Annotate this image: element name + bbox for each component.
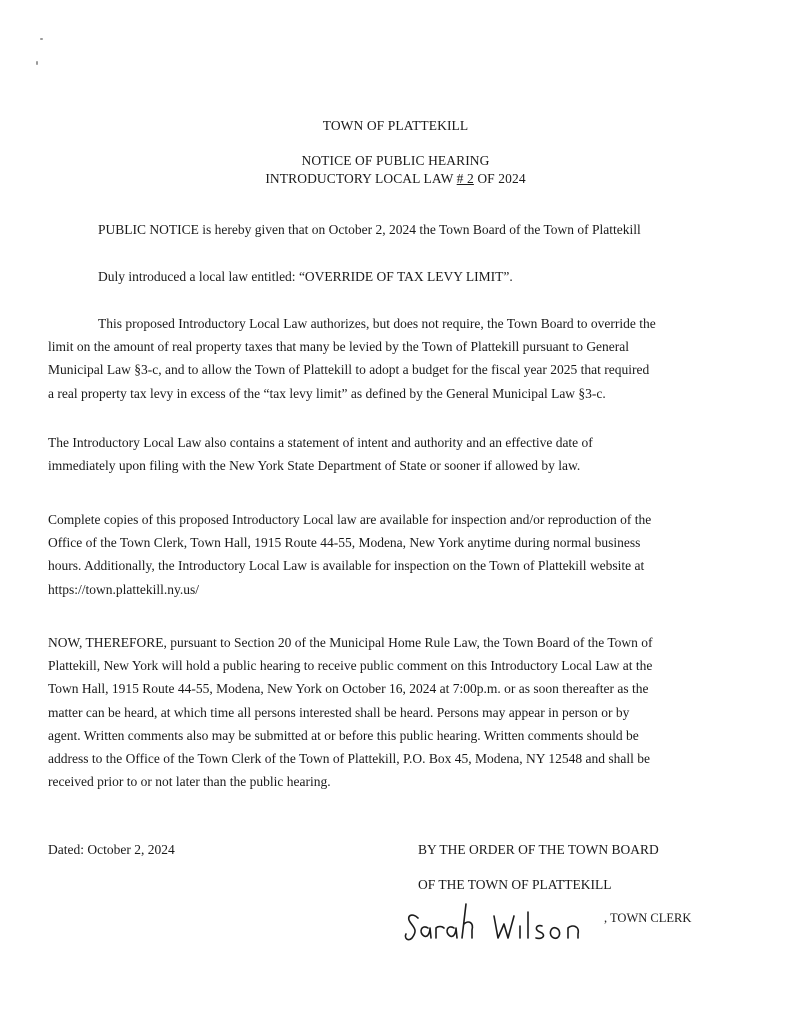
paragraph-line: Plattekill, New York will hold a public hearing to receive public comment on this Introductory Local Law at the (48, 658, 653, 674)
scan-speck (40, 38, 43, 40)
law-suffix: OF 2024 (473, 171, 526, 186)
paragraph-line: NOW, THEREFORE, pursuant to Section 20 of the Municipal Home Rule Law, the Town Board of the Town of (48, 635, 653, 650)
paragraph-line: address to the Office of the Town Clerk of the Town of Plattekill, P.O. Box 45, Modena, NY 12548 and shall be (48, 751, 651, 767)
paragraph-effective-date (48, 431, 748, 477)
order-line-1: BY THE ORDER OF THE TOWN BOARD (418, 842, 659, 857)
paragraph-line: PUBLIC NOTICE is hereby given that on October 2, 2024 the Town Board of the Town of Plattekill (98, 222, 641, 237)
town-heading: TOWN OF PLATTEKILL (322, 118, 469, 133)
order-line-2: OF THE TOWN OF PLATTEKILL (418, 877, 612, 892)
paragraph-line: a real property tax levy in excess of the “tax levy limit” as defined by the General Municipal Law §3-c. (48, 385, 606, 401)
paragraph-line: agent. Written comments also may be submitted at or before this public hearing. Written comments should be (48, 727, 639, 743)
paragraph-line: Office of the Town Clerk, Town Hall, 1915 Route 44-55, Modena, New York anytime during normal business (48, 535, 641, 551)
paragraph-public-notice (48, 218, 748, 241)
law-prefix: INTRODUCTORY LOCAL LAW (265, 171, 457, 186)
notice-heading: NOTICE OF PUBLIC HEARING (301, 153, 490, 168)
paragraph-local-law-title (48, 265, 748, 288)
paragraph-law-purpose (48, 312, 748, 405)
paragraph-line: immediately upon filing with the New York State Department of State or sooner if allowed by law. (48, 458, 581, 474)
paragraph-line: Town Hall, 1915 Route 44-55, Modena, New York on October 16, 2024 at 7:00p.m. or as soon thereafter as the (48, 681, 649, 697)
paragraph-line: Complete copies of this proposed Introductory Local law are available for inspection and/or reproduction of the (48, 512, 652, 527)
paragraph-line: The Introductory Local Law also contains a statement of intent and authority and an effective date of (48, 435, 593, 450)
paragraph-hearing-details (48, 631, 748, 793)
town-clerk-title: , TOWN CLERK (604, 911, 692, 925)
paragraph-line: Duly introduced a local law entitled: “OVERRIDE OF TAX LEVY LIMIT”. (98, 269, 513, 284)
paragraph-line: hours. Additionally, the Introductory Local Law is available for inspection on the Town of Plattekill website at (48, 558, 645, 574)
paragraph-line: This proposed Introductory Local Law authorizes, but does not require, the Town Board to override the (98, 316, 656, 331)
law-heading (0, 171, 791, 187)
paragraph-line: received prior to or not later than the public hearing. (48, 774, 331, 790)
clerk-signature (404, 898, 594, 946)
paragraph-line: limit on the amount of real property taxes that many be levied by the Town of Plattekill pursuant to General (48, 339, 630, 355)
law-number: # 2 (456, 171, 474, 186)
scan-speck (36, 61, 38, 65)
paragraph-line: Municipal Law §3-c, and to allow the Town of Plattekill to adopt a budget for the fiscal year 2025 that required (48, 362, 650, 378)
dated-line: Dated: October 2, 2024 (48, 842, 175, 857)
paragraph-copies-available (48, 508, 748, 601)
website-link[interactable]: https://town.plattekill.ny.us/ (48, 581, 199, 597)
paragraph-line: matter can be heard, at which time all persons interested shall be heard. Persons may appear in person or by (48, 704, 630, 720)
